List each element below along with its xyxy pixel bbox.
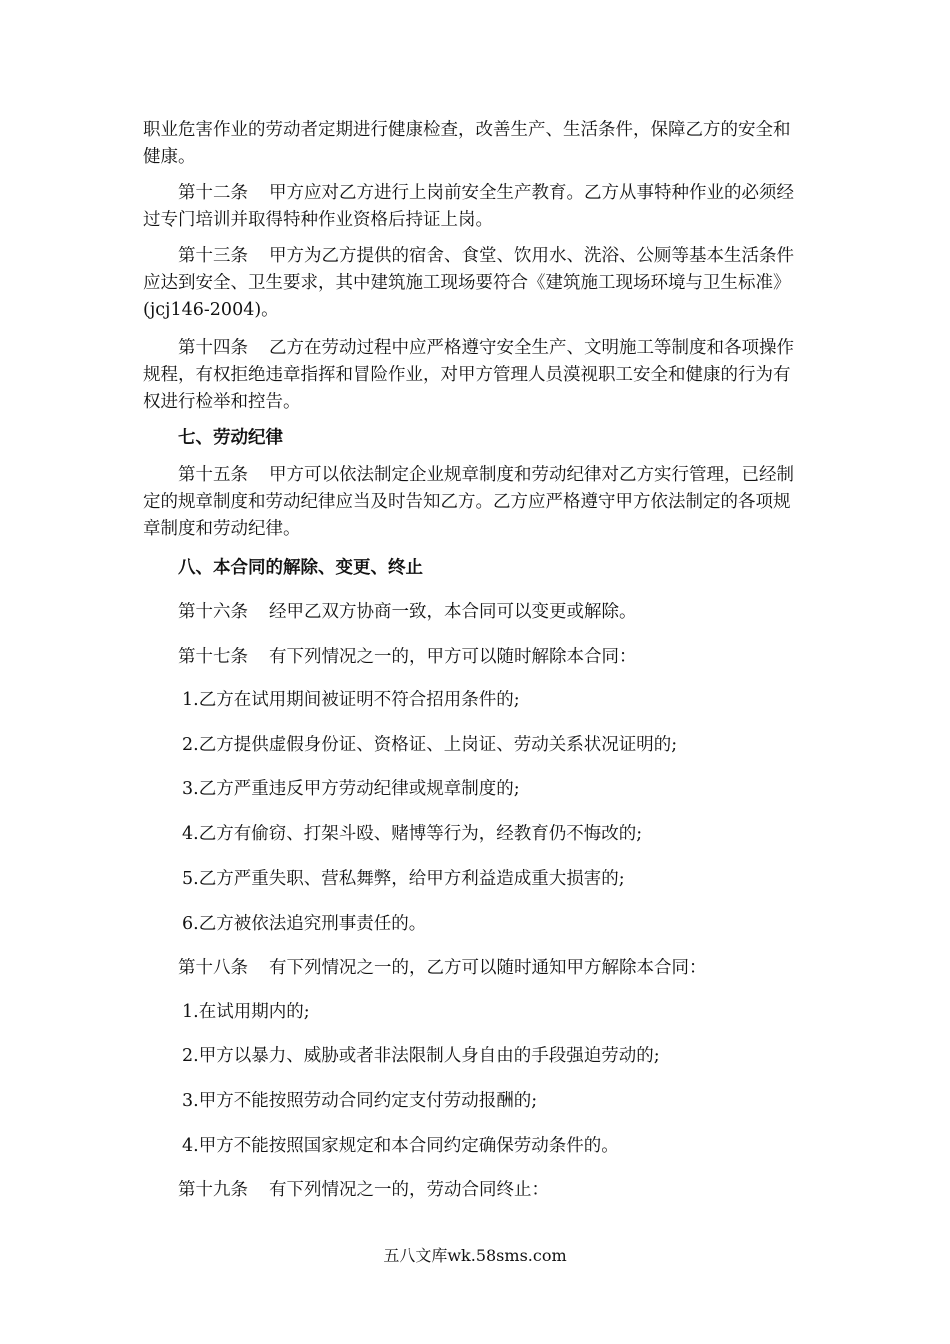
article-12-label: 第十二条 <box>178 183 248 203</box>
article-12 <box>143 180 805 234</box>
list-item: 6.乙方被依法追究刑事责任的。 <box>182 914 427 934</box>
article-13 <box>143 243 805 324</box>
article-13-text: 甲方为乙方提供的宿舍、食堂、饮用水、洗浴、公厕等基本生活条件应达到安全、卫生要求，其中建筑施工现场要符合《建筑施工现场环境与卫生标准》(jcj146-2004)。 <box>143 246 794 320</box>
article-15-text: 甲方可以依法制定企业规章制度和劳动纪律对乙方实行管理，已经制定的规章制度和劳动纪律应当及时告知乙方。乙方应严格遵守甲方依法制定的各项规章制度和劳动纪律。 <box>143 465 794 539</box>
list-item: 2.乙方提供虚假身份证、资格证、上岗证、劳动关系状况证明的; <box>182 735 678 755</box>
article-16-text: 经甲乙双方协商一致，本合同可以变更或解除。 <box>269 602 637 622</box>
list-item: 1.在试用期内的; <box>182 1002 310 1022</box>
list-item: 4.乙方有偷窃、打架斗殴、赌博等行为，经教育仍不悔改的; <box>182 824 643 844</box>
list-item: 4.甲方不能按照国家规定和本合同约定确保劳动条件的。 <box>182 1136 619 1156</box>
article-15 <box>143 462 805 543</box>
article-18-text: 有下列情况之一的，乙方可以随时通知甲方解除本合同： <box>269 958 707 978</box>
article-14 <box>143 335 805 416</box>
article-16 <box>143 599 805 626</box>
article-19-text: 有下列情况之一的，劳动合同终止： <box>269 1180 549 1200</box>
section-heading-7: 七、劳动纪律 <box>178 428 283 448</box>
article-17-text: 有下列情况之一的，甲方可以随时解除本合同： <box>269 647 637 667</box>
article-18-label: 第十八条 <box>178 958 248 978</box>
list-item: 1.乙方在试用期间被证明不符合招用条件的; <box>182 690 520 710</box>
article-16-label: 第十六条 <box>178 602 248 622</box>
article-14-label: 第十四条 <box>178 338 248 358</box>
article-14-text: 乙方在劳动过程中应严格遵守安全生产、文明施工等制度和各项操作规程，有权拒绝违章指挥和冒险作业，对甲方管理人员漠视职工安全和健康的行为有权进行检举和控告。 <box>143 338 794 412</box>
article-17 <box>143 644 805 671</box>
page-footer: 五八文库wk.58sms.com <box>383 1246 567 1265</box>
list-item: 3.甲方不能按照劳动合同约定支付劳动报酬的; <box>182 1091 538 1111</box>
paragraph-continued: 职业危害作业的劳动者定期进行健康检查，改善生产、生活条件，保障乙方的安全和健康。 <box>143 120 791 167</box>
article-15-label: 第十五条 <box>178 465 248 485</box>
article-18 <box>143 955 805 982</box>
article-17-label: 第十七条 <box>178 647 248 667</box>
article-12-text: 甲方应对乙方进行上岗前安全生产教育。乙方从事特种作业的必须经过专门培训并取得特种作业资格后持证上岗。 <box>143 183 794 230</box>
list-item: 3.乙方严重违反甲方劳动纪律或规章制度的; <box>182 779 520 799</box>
section-heading-8: 八、本合同的解除、变更、终止 <box>178 558 423 578</box>
article-19 <box>143 1177 805 1204</box>
list-item: 5.乙方严重失职、营私舞弊，给甲方利益造成重大损害的; <box>182 869 625 889</box>
list-item: 2.甲方以暴力、威胁或者非法限制人身自由的手段强迫劳动的; <box>182 1046 660 1066</box>
article-13-label: 第十三条 <box>178 246 248 266</box>
article-19-label: 第十九条 <box>178 1180 248 1200</box>
